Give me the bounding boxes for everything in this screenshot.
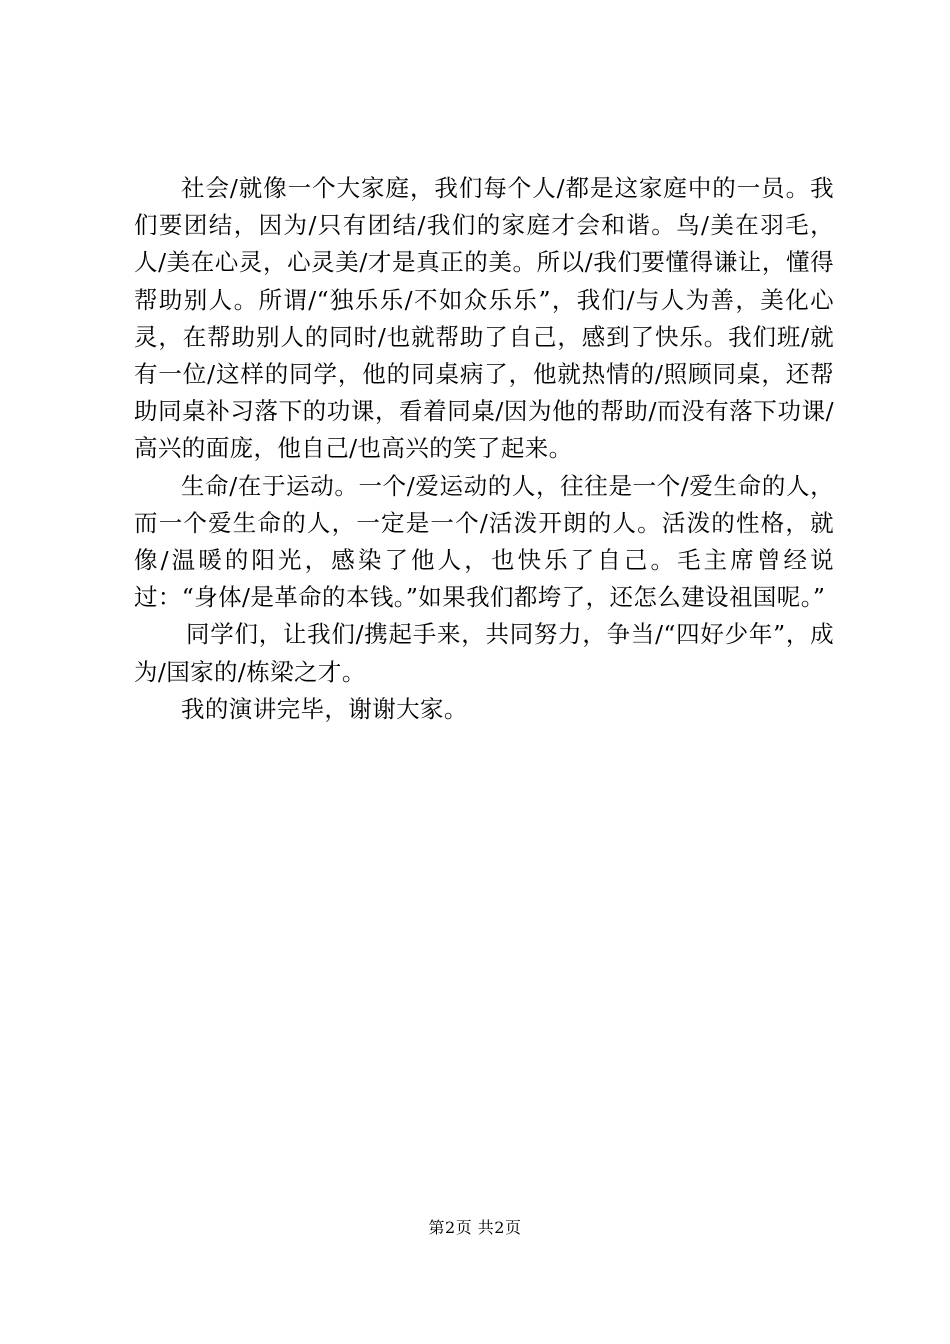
speech-body <box>134 170 834 728</box>
paragraph-closing: 我的演讲完毕，谢谢大家。 <box>181 694 468 723</box>
paragraph-exercise: 生命/在于运动。一个/爱运动的人，往往是一个/爱生命的人，而一个爱生命的人，一定是一个/活泼开朗的人。活泼的性格，就像/温暖的阳光，感染了他人，也快乐了自己。毛主席曾经说过：“身体/是革命的本钱。”如果我们都垮了，还怎么建设祖国呢。” <box>134 471 834 612</box>
paragraph-society: 社会/就像一个大家庭，我们每个人/都是这家庭中的一员。我们要团结，因为/只有团结/我们的家庭才会和谐。鸟/美在羽毛，人/美在心灵，心灵美/才是真正的美。所以/我们要懂得谦让，懂得帮助别人。所谓/“独乐乐/不如众乐乐”，我们/与人为善，美化心灵，在帮助别人的同时/也就帮助了自己，感到了快乐。我们班/就有一位/这样的同学，他的同桌病了，他就热情的/照顾同桌，还帮助同桌补习落下的功课，看着同桌/因为他的帮助/而没有落下功课/高兴的面庞，他自己/也高兴的笑了起来。 <box>134 174 834 463</box>
page-number-footer: 第2页 共2页 <box>428 1218 522 1237</box>
paragraph-call-to-action: 同学们，让我们/携起手来，共同努力，争当/“四好少年”，成为/国家的/栋梁之才。 <box>134 620 834 686</box>
